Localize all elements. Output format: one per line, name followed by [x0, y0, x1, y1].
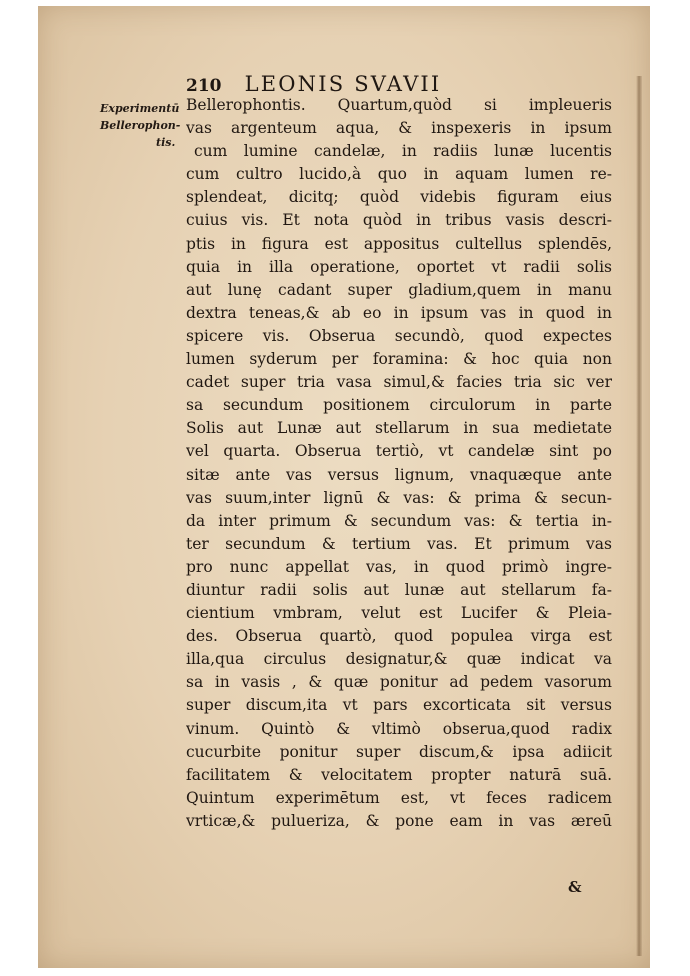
text-line: cum lumine candelæ, in radiis lunæ lucentis: [194, 142, 612, 161]
text-line: sa secundum positionem circulorum in parte: [186, 396, 612, 415]
text-line: ter secundum & tertium vas. Et primum vas: [186, 534, 612, 553]
text-line: cientium vmbram, velut est Lucifer & Pleia-: [186, 604, 612, 623]
text-line: Quintum experimētum est, vt feces radicem: [186, 788, 612, 807]
catchword: &: [568, 878, 582, 896]
text-line: facilitatem & velocitatem propter naturā suā.: [186, 765, 612, 784]
text-line: vel quarta. Obserua tertiò, vt candelæ sint po: [186, 442, 612, 461]
text-line: splendeat, dicitq; quòd videbis figuram eius: [186, 188, 612, 207]
text-line: des. Obserua quartò, quod populea virga est: [186, 627, 612, 646]
text-line: illa,qua circulus designatur,& quæ indicat va: [186, 650, 612, 669]
text-line: sitæ ante vas versus lignum, vnaquæque ante: [186, 465, 612, 484]
margin-note: [100, 100, 190, 151]
text-line: pro nunc appellat vas, in quod primò ingre-: [186, 557, 612, 576]
text-line: diuntur radii solis aut lunæ aut stellarum fa-: [186, 580, 612, 599]
text-line: quia in illa operatione, oportet vt radii solis: [186, 257, 612, 276]
text-line: aut lunę cadant super gladium,quem in manu: [186, 280, 612, 299]
text-line: cum cultro lucido,à quo in aquam lumen re-: [186, 165, 612, 184]
text-line: cadet super tria vasa simul,& facies tria sic ver: [186, 373, 612, 392]
text-line: vas suum,inter lignū & vas: & prima & secun-: [186, 488, 612, 507]
text-line: lumen syderum per foramina: & hoc quia non: [186, 350, 612, 369]
text-line: dextra teneas,& ab eo in ipsum vas in quod in: [186, 303, 612, 322]
margin-note-line: tis.: [156, 136, 176, 149]
text-line: cucurbite ponitur super discum,& ipsa adiicit: [186, 742, 612, 761]
text-line: spicere vis. Obserua secundò, quod expectes: [186, 326, 612, 345]
page-gutter-shadow: [636, 76, 642, 956]
text-line: vinum. Quintò & vltimò obserua,quod radix: [186, 719, 612, 738]
text-line: cuius vis. Et nota quòd in tribus vasis descri-: [186, 211, 612, 230]
margin-note-line: Bellerophon-: [100, 119, 181, 132]
text-line: vrticæ,& pulueriza, & pone eam in vas æreū: [186, 811, 612, 830]
text-line: ptis in figura est appositus cultellus splendēs,: [186, 234, 612, 253]
text-line: vas argenteum aqua, & inspexeris in ipsum: [186, 119, 612, 138]
text-line: Bellerophontis. Quartum,quòd si impleueris: [186, 96, 612, 114]
text-line: Solis aut Lunæ aut stellarum in sua medietate: [186, 419, 612, 438]
body-text: [186, 94, 612, 833]
text-line: super discum,ita vt pars excorticata sit versus: [186, 696, 612, 715]
page-number: 210: [186, 76, 222, 96]
margin-note-line: Experimentū: [100, 102, 180, 115]
running-head: LEONIS SVAVII: [244, 72, 442, 96]
text-line: da inter primum & secundum vas: & tertia in-: [186, 511, 612, 530]
page-header: [186, 72, 441, 96]
text-line: sa in vasis , & quæ ponitur ad pedem vasorum: [186, 673, 612, 692]
